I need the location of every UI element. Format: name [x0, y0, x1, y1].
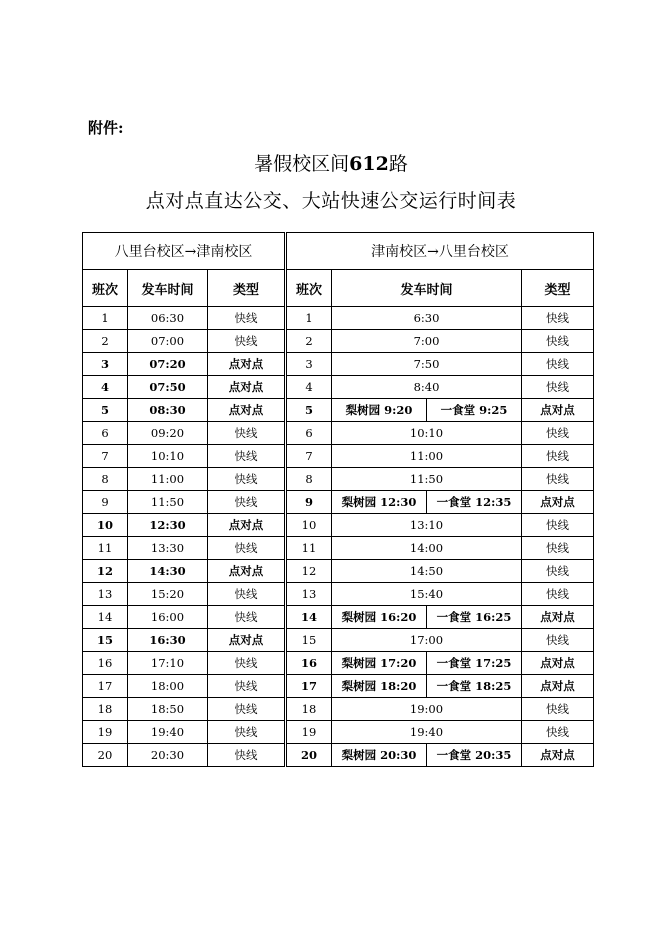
left-trip-type: 点对点	[208, 629, 286, 652]
table-row	[83, 307, 594, 330]
right-depart-time: 17:00	[332, 629, 522, 652]
left-trip-type: 快线	[208, 307, 286, 330]
table-row	[83, 537, 594, 560]
left-trip-type: 点对点	[208, 514, 286, 537]
right-depart-time-stop1: 梨树园 17:20	[332, 652, 427, 675]
table-row	[83, 330, 594, 353]
direction-header-row	[83, 233, 594, 270]
table-row	[83, 445, 594, 468]
timetable	[82, 232, 594, 767]
left-trip-type: 快线	[208, 721, 286, 744]
right-trip-number: 13	[286, 583, 332, 606]
right-trip-type: 快线	[522, 721, 594, 744]
left-depart-time: 11:50	[128, 491, 208, 514]
right-trip-number: 2	[286, 330, 332, 353]
left-depart-time: 11:00	[128, 468, 208, 491]
left-direction-header: 八里台校区→津南校区	[83, 233, 286, 270]
right-depart-time-stop2: 一食堂 16:25	[427, 606, 522, 629]
table-row	[83, 744, 594, 767]
left-trip-number: 4	[83, 376, 128, 399]
right-trip-number: 14	[286, 606, 332, 629]
document-subtitle: 点对点直达公交、大站快速公交运行时间表	[145, 190, 517, 212]
right-depart-time: 14:50	[332, 560, 522, 583]
right-trip-type: 快线	[522, 353, 594, 376]
table-row	[83, 353, 594, 376]
right-depart-time-stop2: 一食堂 17:25	[427, 652, 522, 675]
right-depart-time: 10:10	[332, 422, 522, 445]
right-trip-type: 快线	[522, 307, 594, 330]
left-trip-number: 11	[83, 537, 128, 560]
right-trip-type: 快线	[522, 583, 594, 606]
right-trip-number: 5	[286, 399, 332, 422]
left-depart-time: 06:30	[128, 307, 208, 330]
right-trip-type: 点对点	[522, 399, 594, 422]
left-trip-type: 点对点	[208, 353, 286, 376]
left-trip-type: 快线	[208, 330, 286, 353]
left-depart-time: 16:00	[128, 606, 208, 629]
right-trip-number: 12	[286, 560, 332, 583]
left-trip-type: 快线	[208, 652, 286, 675]
left-depart-header: 发车时间	[128, 270, 208, 307]
left-trip-type: 点对点	[208, 399, 286, 422]
right-trip-number: 17	[286, 675, 332, 698]
right-trip-type: 快线	[522, 560, 594, 583]
left-trip-type: 快线	[208, 606, 286, 629]
table-row	[83, 399, 594, 422]
attachment-label: 附件:	[88, 119, 124, 137]
table-row	[83, 491, 594, 514]
table-row	[83, 606, 594, 629]
left-depart-time: 16:30	[128, 629, 208, 652]
left-depart-time: 13:30	[128, 537, 208, 560]
left-trip-number: 8	[83, 468, 128, 491]
right-depart-time: 7:00	[332, 330, 522, 353]
table-row	[83, 698, 594, 721]
right-trip-header: 班次	[286, 270, 332, 307]
document-title	[0, 149, 662, 176]
right-trip-number: 4	[286, 376, 332, 399]
right-trip-number: 20	[286, 744, 332, 767]
table-row	[83, 468, 594, 491]
right-trip-type: 快线	[522, 698, 594, 721]
left-trip-type: 快线	[208, 491, 286, 514]
right-trip-number: 7	[286, 445, 332, 468]
left-trip-type: 点对点	[208, 376, 286, 399]
right-depart-header: 发车时间	[332, 270, 522, 307]
left-trip-number: 7	[83, 445, 128, 468]
left-trip-number: 3	[83, 353, 128, 376]
right-trip-type: 快线	[522, 422, 594, 445]
left-trip-type: 点对点	[208, 560, 286, 583]
right-trip-type: 点对点	[522, 744, 594, 767]
right-depart-time-stop1: 梨树园 16:20	[332, 606, 427, 629]
left-depart-time: 18:50	[128, 698, 208, 721]
title-prefix: 暑假校区间	[254, 153, 350, 175]
right-trip-type: 快线	[522, 330, 594, 353]
right-depart-time-stop2: 一食堂 20:35	[427, 744, 522, 767]
left-depart-time: 19:40	[128, 721, 208, 744]
left-trip-header: 班次	[83, 270, 128, 307]
title-suffix: 路	[388, 153, 408, 175]
table-row	[83, 629, 594, 652]
right-trip-number: 10	[286, 514, 332, 537]
table-row	[83, 422, 594, 445]
right-trip-type: 点对点	[522, 652, 594, 675]
right-depart-time: 13:10	[332, 514, 522, 537]
right-depart-time: 6:30	[332, 307, 522, 330]
left-trip-type: 快线	[208, 698, 286, 721]
right-trip-number: 3	[286, 353, 332, 376]
right-depart-time-stop1: 梨树园 20:30	[332, 744, 427, 767]
left-trip-type: 快线	[208, 675, 286, 698]
left-depart-time: 14:30	[128, 560, 208, 583]
left-depart-time: 20:30	[128, 744, 208, 767]
right-trip-type: 快线	[522, 445, 594, 468]
left-depart-time: 18:00	[128, 675, 208, 698]
table-row	[83, 376, 594, 399]
right-depart-time-stop2: 一食堂 18:25	[427, 675, 522, 698]
right-trip-number: 15	[286, 629, 332, 652]
right-trip-type: 点对点	[522, 675, 594, 698]
left-trip-type: 快线	[208, 422, 286, 445]
left-trip-number: 20	[83, 744, 128, 767]
left-type-header: 类型	[208, 270, 286, 307]
right-depart-time: 19:40	[332, 721, 522, 744]
right-depart-time: 11:50	[332, 468, 522, 491]
left-trip-type: 快线	[208, 445, 286, 468]
right-trip-number: 9	[286, 491, 332, 514]
left-trip-number: 9	[83, 491, 128, 514]
timetable-body	[83, 233, 594, 767]
column-header-row	[83, 270, 594, 307]
right-depart-time-stop1: 梨树园 9:20	[332, 399, 427, 422]
left-depart-time: 17:10	[128, 652, 208, 675]
left-trip-number: 15	[83, 629, 128, 652]
right-trip-type: 快线	[522, 376, 594, 399]
left-depart-time: 10:10	[128, 445, 208, 468]
left-trip-number: 13	[83, 583, 128, 606]
right-trip-number: 1	[286, 307, 332, 330]
left-trip-number: 2	[83, 330, 128, 353]
right-trip-number: 6	[286, 422, 332, 445]
right-trip-number: 18	[286, 698, 332, 721]
table-row	[83, 560, 594, 583]
left-trip-number: 1	[83, 307, 128, 330]
title-route-number: 612	[349, 153, 389, 175]
left-depart-time: 08:30	[128, 399, 208, 422]
right-depart-time-stop1: 梨树园 12:30	[332, 491, 427, 514]
right-direction-header: 津南校区→八里台校区	[286, 233, 594, 270]
right-trip-type: 快线	[522, 537, 594, 560]
right-trip-type: 快线	[522, 514, 594, 537]
table-row	[83, 583, 594, 606]
left-trip-number: 6	[83, 422, 128, 445]
right-trip-type: 快线	[522, 629, 594, 652]
left-trip-type: 快线	[208, 744, 286, 767]
left-trip-type: 快线	[208, 537, 286, 560]
table-row	[83, 721, 594, 744]
right-depart-time-stop2: 一食堂 12:35	[427, 491, 522, 514]
right-trip-type: 快线	[522, 468, 594, 491]
left-trip-number: 16	[83, 652, 128, 675]
left-trip-type: 快线	[208, 468, 286, 491]
right-depart-time: 11:00	[332, 445, 522, 468]
right-depart-time-stop2: 一食堂 9:25	[427, 399, 522, 422]
left-depart-time: 12:30	[128, 514, 208, 537]
left-trip-number: 14	[83, 606, 128, 629]
table-row	[83, 675, 594, 698]
left-trip-number: 17	[83, 675, 128, 698]
right-trip-number: 11	[286, 537, 332, 560]
right-trip-type: 点对点	[522, 491, 594, 514]
left-depart-time: 15:20	[128, 583, 208, 606]
table-row	[83, 514, 594, 537]
right-depart-time-stop1: 梨树园 18:20	[332, 675, 427, 698]
right-depart-time: 19:00	[332, 698, 522, 721]
right-trip-number: 8	[286, 468, 332, 491]
left-depart-time: 09:20	[128, 422, 208, 445]
right-trip-number: 19	[286, 721, 332, 744]
left-depart-time: 07:20	[128, 353, 208, 376]
left-trip-number: 12	[83, 560, 128, 583]
left-trip-number: 5	[83, 399, 128, 422]
left-depart-time: 07:50	[128, 376, 208, 399]
left-depart-time: 07:00	[128, 330, 208, 353]
right-depart-time: 14:00	[332, 537, 522, 560]
left-trip-number: 18	[83, 698, 128, 721]
right-depart-time: 7:50	[332, 353, 522, 376]
right-trip-number: 16	[286, 652, 332, 675]
right-type-header: 类型	[522, 270, 594, 307]
right-trip-type: 点对点	[522, 606, 594, 629]
right-depart-time: 15:40	[332, 583, 522, 606]
left-trip-number: 19	[83, 721, 128, 744]
right-depart-time: 8:40	[332, 376, 522, 399]
left-trip-type: 快线	[208, 583, 286, 606]
table-row	[83, 652, 594, 675]
left-trip-number: 10	[83, 514, 128, 537]
